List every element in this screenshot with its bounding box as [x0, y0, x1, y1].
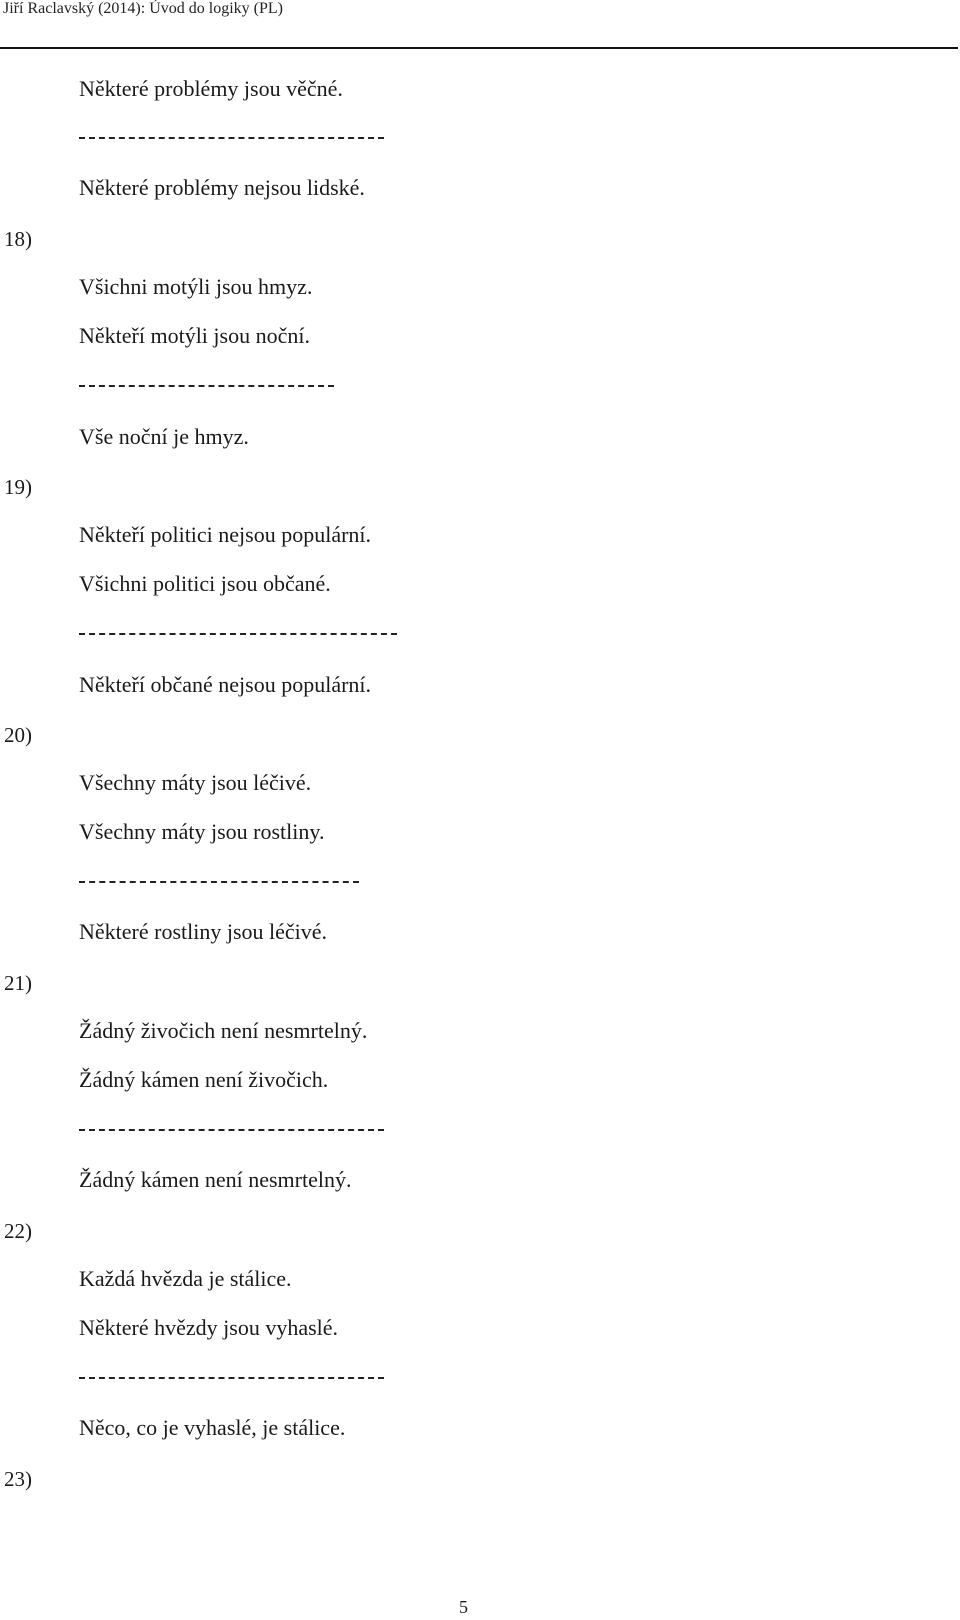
item-number: 19) [4, 475, 32, 499]
inference-rule [79, 1129, 384, 1131]
conclusion: Žádný kámen není nesmrtelný. [79, 1167, 352, 1192]
conclusion: Vše noční je hmyz. [79, 424, 249, 449]
premise: Někteří politici nejsou populární. [79, 522, 372, 547]
conclusion: Některé rostliny jsou léčivé. [79, 919, 328, 944]
item-number: 22) [4, 1219, 32, 1243]
premise: Všechny máty jsou rostliny. [79, 819, 325, 844]
premise: Všichni motýli jsou hmyz. [79, 274, 313, 299]
page-number: 5 [459, 1597, 468, 1617]
premise: Každá hvězda je stálice. [79, 1266, 292, 1291]
item-number: 23) [4, 1467, 32, 1491]
header-rule [0, 47, 958, 49]
item-number: 21) [4, 971, 32, 995]
premise: Někteří motýli jsou noční. [79, 323, 310, 348]
inference-rule [79, 633, 397, 635]
conclusion: Někteří občané nejsou populární. [79, 672, 372, 697]
conclusion: Některé problémy nejsou lidské. [79, 175, 365, 200]
premise: Žádný kámen není živočich. [79, 1067, 329, 1092]
inference-rule [79, 137, 384, 139]
premise: Všichni politici jsou občané. [79, 571, 331, 596]
inference-rule [79, 881, 359, 883]
inference-rule [79, 1377, 384, 1379]
inference-rule [79, 385, 334, 387]
conclusion: Něco, co je vyhaslé, je stálice. [79, 1415, 346, 1440]
premise: Některé problémy jsou věčné. [79, 76, 343, 101]
premise: Žádný živočich není nesmrtelný. [79, 1018, 368, 1043]
item-number: 18) [4, 227, 32, 251]
premise: Některé hvězdy jsou vyhaslé. [79, 1315, 339, 1340]
item-number: 20) [4, 723, 32, 747]
premise: Všechny máty jsou léčivé. [79, 770, 312, 795]
running-header: Jiří Raclavský (2014): Úvod do logiky (PL) [3, 0, 283, 17]
